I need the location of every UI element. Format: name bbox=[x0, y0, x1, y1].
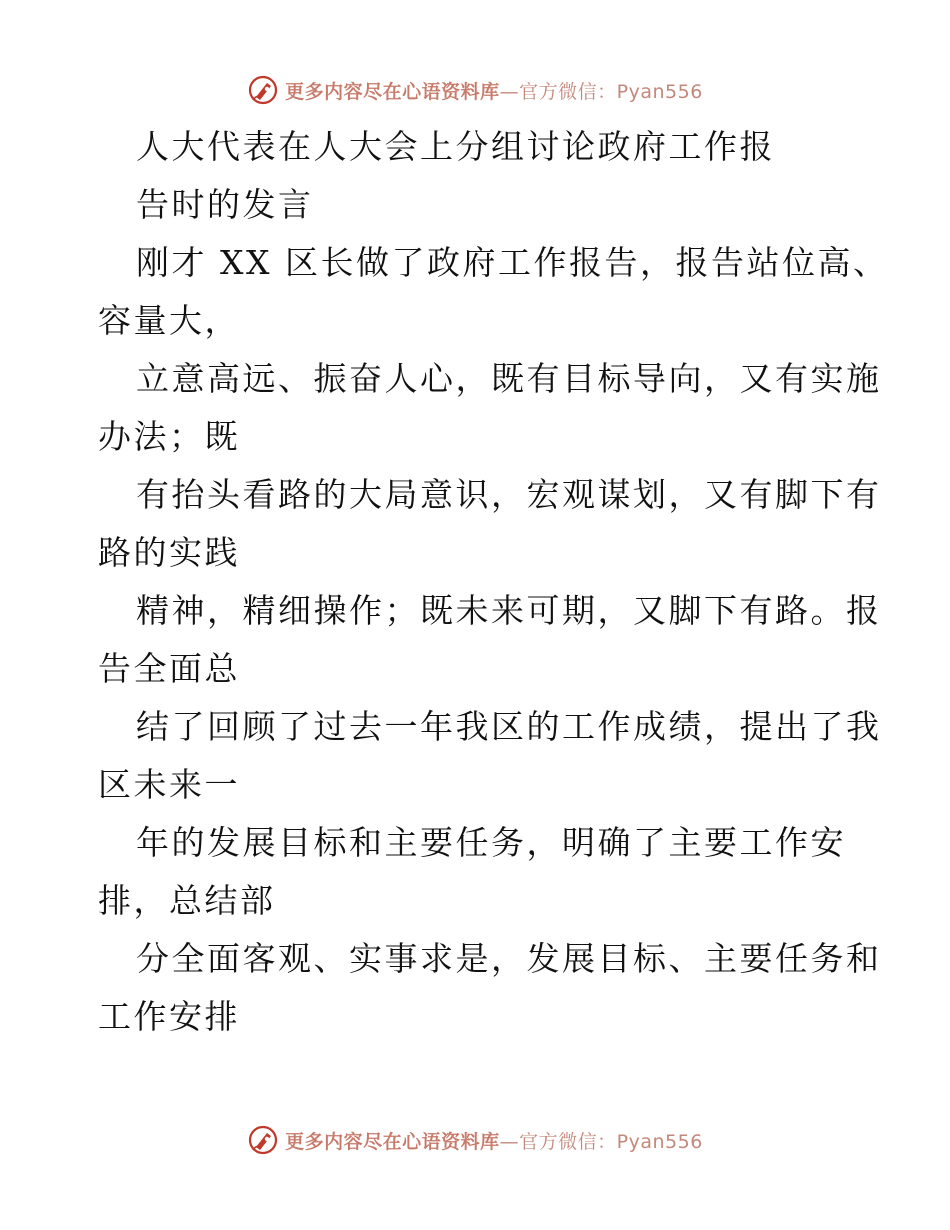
doc-line: 人大代表在人大会上分组讨论政府工作报 bbox=[136, 127, 775, 166]
doc-line: 排，总结部 bbox=[98, 881, 276, 920]
doc-line: 工作安排 bbox=[98, 997, 240, 1036]
banner-wechat-text: 官方微信：Pyan556 bbox=[519, 1130, 703, 1153]
banner-brand-text: 更多内容尽在心语资料库 bbox=[285, 80, 500, 103]
doc-line: 分全面客观、实事求是，发展目标、主要任务和 bbox=[136, 939, 882, 978]
pen-nib-circle-icon bbox=[247, 1124, 279, 1156]
doc-line: 精神，精细操作；既未来可期，又脚下有路。报 bbox=[136, 591, 882, 630]
banner-brand-text: 更多内容尽在心语资料库 bbox=[285, 1130, 500, 1153]
banner-text bbox=[285, 1127, 703, 1154]
doc-line: 区未来一 bbox=[98, 765, 240, 804]
doc-line: 刚才 XX 区长做了政府工作报告，报告站位高、 bbox=[136, 243, 889, 282]
doc-line: 告时的发言 bbox=[136, 185, 314, 224]
doc-line: 告全面总 bbox=[98, 649, 240, 688]
doc-line: 结了回顾了过去一年我区的工作成绩，提出了我 bbox=[136, 707, 882, 746]
banner-wechat-text: 官方微信：Pyan556 bbox=[519, 80, 703, 103]
document-body bbox=[98, 118, 889, 1046]
doc-line: 容量大， bbox=[98, 301, 240, 340]
pen-nib-circle-icon bbox=[247, 74, 279, 106]
footer-banner bbox=[0, 1120, 950, 1160]
doc-line: 路的实践 bbox=[98, 533, 240, 572]
doc-line: 年的发展目标和主要任务，明确了主要工作安 bbox=[136, 823, 846, 862]
doc-line: 立意高远、振奋人心，既有目标导向，又有实施 bbox=[136, 359, 882, 398]
banner-dash: — bbox=[499, 1130, 520, 1153]
banner-text bbox=[285, 77, 703, 104]
banner-dash: — bbox=[499, 80, 520, 103]
doc-line: 办法；既 bbox=[98, 417, 240, 456]
doc-line: 有抬头看路的大局意识，宏观谋划，又有脚下有 bbox=[136, 475, 882, 514]
header-banner bbox=[0, 70, 950, 110]
